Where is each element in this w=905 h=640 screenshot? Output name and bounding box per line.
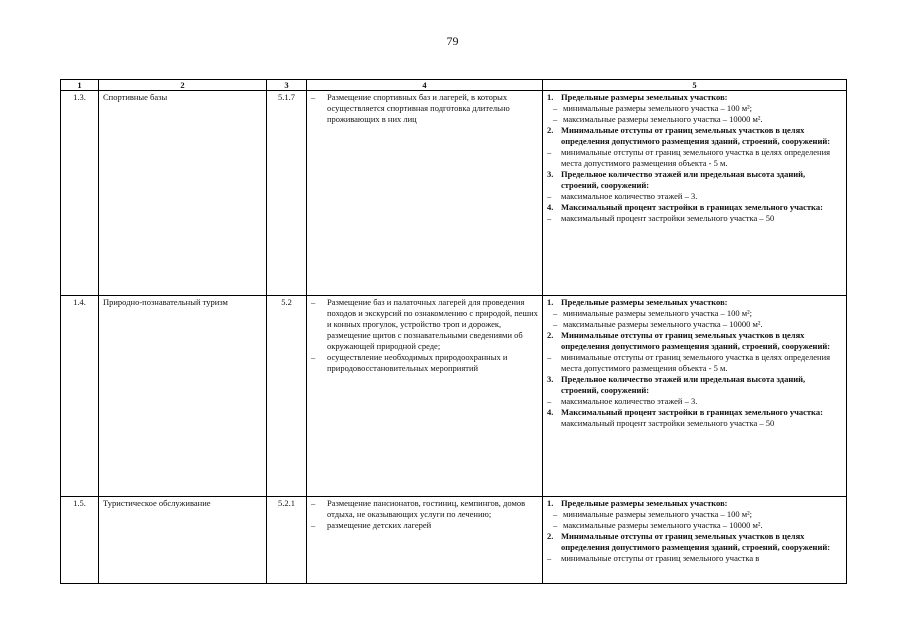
use-type-name: Спортивные базы — [99, 91, 267, 296]
use-type-name: Природно-познавательный туризм — [99, 296, 267, 497]
requirement-item: – минимальные размеры земельного участка – 100 м²; — [553, 509, 753, 519]
column-header: 3 — [267, 80, 307, 91]
description-item: – Размещение баз и палаточных лагерей для проведения походов и экскурсий по ознакомлению с природой, пеших и конных прогулок, устройство троп и дорожек, размещение щитов с познавательными сведениями об окружающей природной среде; — [311, 297, 538, 351]
requirement-heading: 2. Минимальные отступы от границ земельных участков в целях определения допустимого размещения зданий, строений, сооружений: — [547, 125, 831, 146]
use-type-code: 5.2.1 — [267, 497, 307, 584]
requirement-heading: 1. Предельные размеры земельных участков: — [547, 297, 728, 307]
requirement-heading: 4. Максимальный процент застройки в границах земельного участка: — [547, 202, 823, 212]
row-number: 1.3. — [61, 91, 99, 296]
requirement-heading: 1. Предельные размеры земельных участков: — [547, 498, 728, 508]
use-description — [307, 497, 543, 584]
description-item: – Размещение пансионатов, гостиниц, кемпингов, домов отдыха, не оказывающих услуги по лечению; — [311, 498, 526, 519]
requirement-item: – минимальные отступы от границ земельного участка в — [547, 553, 760, 563]
row-number: 1.4. — [61, 296, 99, 497]
column-header: 2 — [99, 80, 267, 91]
requirement-item: максимальный процент застройки земельного участка – 50 — [561, 418, 775, 428]
requirement-heading: 3. Предельное количество этажей или предельная высота зданий, строений, сооружений: — [547, 374, 806, 395]
requirement-item: – максимальный процент застройки земельного участка – 50 — [547, 213, 775, 223]
description-item: – осуществление необходимых природоохранных и природовосстановительных мероприятий — [311, 352, 508, 373]
zoning-table — [60, 79, 847, 584]
table-row — [61, 497, 847, 584]
row-number: 1.5. — [61, 497, 99, 584]
table-header-row — [61, 80, 847, 91]
table-row — [61, 296, 847, 497]
requirement-item: – минимальные отступы от границ земельного участка в целях определения места допустимого размещения объекта - 5 м. — [547, 352, 831, 373]
requirement-heading: 3. Предельное количество этажей или предельная высота зданий, строений, сооружений: — [547, 169, 806, 190]
requirement-item: – минимальные размеры земельного участка – 100 м²; — [553, 308, 753, 318]
requirement-item: – минимальные размеры земельного участка – 100 м²; — [553, 103, 753, 113]
requirements-cell — [543, 91, 847, 296]
requirement-heading: 2. Минимальные отступы от границ земельных участков в целях определения допустимого размещения зданий, строений, сооружений: — [547, 531, 831, 552]
use-type-name: Туристическое обслуживание — [99, 497, 267, 584]
column-header: 1 — [61, 80, 99, 91]
table-row — [61, 91, 847, 296]
requirements-cell — [543, 296, 847, 497]
use-description — [307, 91, 543, 296]
requirement-item: – максимальные размеры земельного участка – 10000 м². — [553, 520, 763, 530]
requirement-item: – минимальные отступы от границ земельного участка в целях определения места допустимого размещения объекта - 5 м. — [547, 147, 831, 168]
requirement-heading: 4. Максимальный процент застройки в границах земельного участка: — [547, 407, 823, 417]
column-header: 4 — [307, 80, 543, 91]
column-header: 5 — [543, 80, 847, 91]
use-type-code: 5.2 — [267, 296, 307, 497]
requirements-cell — [543, 497, 847, 584]
requirement-item: – максимальное количество этажей – 3. — [547, 191, 698, 201]
requirement-item: – максимальные размеры земельного участка – 10000 м². — [553, 114, 763, 124]
requirement-heading: 1. Предельные размеры земельных участков: — [547, 92, 728, 102]
description-item: – размещение детских лагерей — [311, 520, 432, 530]
use-description — [307, 296, 543, 497]
use-type-code: 5.1.7 — [267, 91, 307, 296]
page-number: 79 — [446, 34, 459, 48]
description-item: – Размещение спортивных баз и лагерей, в которых осуществляется спортивная подготовка длительно проживающих в них лиц — [311, 92, 510, 124]
requirement-item: – максимальное количество этажей – 3. — [547, 396, 698, 406]
requirement-heading: 2. Минимальные отступы от границ земельных участков в целях определения допустимого размещения зданий, строений, сооружений: — [547, 330, 831, 351]
requirement-item: – максимальные размеры земельного участка – 10000 м². — [553, 319, 763, 329]
